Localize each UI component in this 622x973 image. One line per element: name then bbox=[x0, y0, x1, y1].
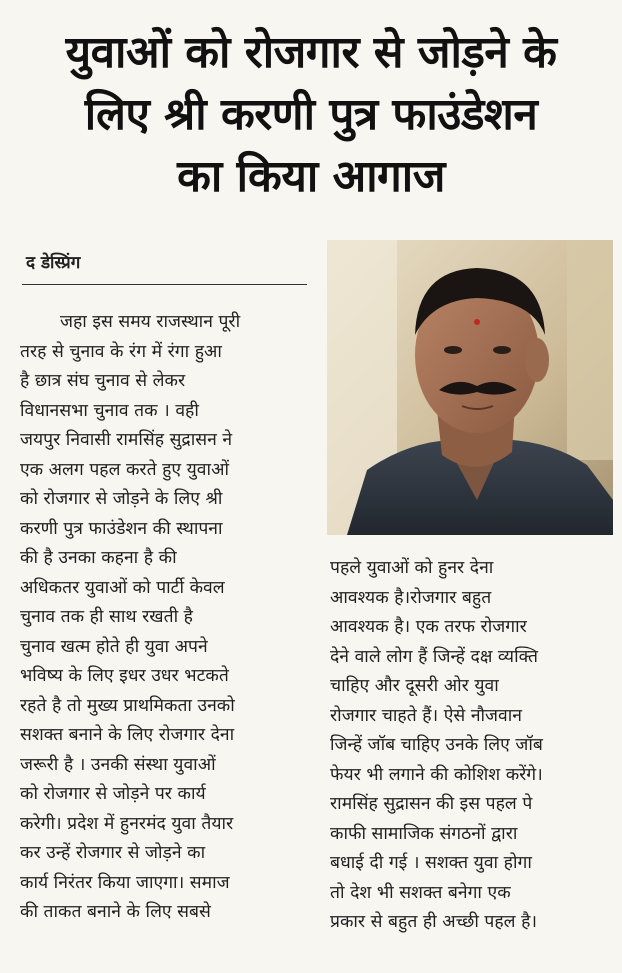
body-line: सशक्त बनाने के लिए रोजगार देना bbox=[20, 725, 235, 745]
body-line: फेयर भी लगाने की कोशिश करेंगे। bbox=[330, 764, 543, 785]
body-line: को रोजगार से जोड़ने के लिए श्री bbox=[20, 489, 223, 509]
body-line: चुनाव तक ही साथ रखती है bbox=[20, 607, 193, 627]
headline-line-1: युवाओं को रोजगार से जोड़ने के bbox=[65, 27, 557, 78]
body-line: अधिकतर युवाओं को पार्टी केवल bbox=[20, 577, 225, 598]
body-line: पहले युवाओं को हुनर देना bbox=[330, 558, 494, 578]
body-line: को रोजगार से जोड़ने पर कार्य bbox=[20, 784, 206, 804]
headline-line-2: लिए श्री करणी पुत्र फाउंडेशन bbox=[84, 89, 538, 140]
body-line: आवश्यक है। एक तरफ रोजगार bbox=[330, 617, 527, 637]
body-line: करेगी। प्रदेश में हुनरमंद युवा तैयार bbox=[20, 813, 234, 834]
byline: द डेस्प्रिंग bbox=[26, 253, 81, 273]
body-line: जयपुर निवासी रामसिंह सुद्रासन ने bbox=[20, 430, 233, 450]
body-line: की है उनका कहना है की bbox=[20, 548, 177, 568]
body-line: जरूरी है । उनकी संस्था युवाओं bbox=[20, 754, 216, 775]
body-line: कार्य निरंतर किया जाएगा। समाज bbox=[20, 872, 230, 893]
body-line: प्रकार से बहुत ही अच्छी पहल है। bbox=[330, 912, 538, 932]
body-line: रहते है तो मुख्य प्राथमिकता उनको bbox=[20, 695, 235, 716]
body-line: काफी सामाजिक संगठनों द्वारा bbox=[330, 823, 518, 844]
headline-line-3: का किया आगाज bbox=[177, 151, 445, 202]
body-line: आवश्यक है।रोजगार बहुत bbox=[330, 587, 492, 608]
body-line: रामसिंह सुद्रासन की इस पहल पे bbox=[330, 794, 533, 814]
byline-divider bbox=[22, 284, 307, 285]
body-line: विधानसभा चुनाव तक । वही bbox=[20, 400, 199, 421]
body-line: तो देश भी सशक्त बनेगा एक bbox=[330, 882, 511, 903]
body-line: भविष्य के लिए इधर उधर भटकते bbox=[20, 666, 229, 686]
body-line: जिन्हें जॉब चाहिए उनके लिए जॉब bbox=[330, 735, 543, 755]
body-line: की ताकत बनाने के लिए सबसे bbox=[20, 902, 211, 922]
body-line: तरह से चुनाव के रंग में रंगा हुआ bbox=[20, 341, 222, 362]
body-line: देने वाले लोग हैं जिन्हें दक्ष व्यक्ति bbox=[330, 646, 538, 667]
body-line: करणी पुत्र फाउंडेशन की स्थापना bbox=[20, 518, 223, 539]
article-column-right bbox=[330, 554, 615, 938]
body-line: चुनाव खत्म होते ही युवा अपने bbox=[20, 636, 208, 657]
portrait-photo bbox=[327, 240, 613, 535]
body-line: है छात्र संघ चुनाव से लेकर bbox=[20, 371, 186, 391]
body-line: रोजगार चाहते हैं। ऐसे नौजवान bbox=[330, 705, 523, 726]
body-line: जहा इस समय राजस्थान पूरी bbox=[60, 312, 241, 332]
headline bbox=[10, 22, 612, 208]
body-line: कर उन्हें रोजगार से जोड़ने का bbox=[20, 843, 206, 863]
body-line: बधाई दी गई । सशक्त युवा होगा bbox=[330, 853, 532, 873]
body-line: चाहिए और दूसरी ओर युवा bbox=[330, 676, 499, 696]
body-line: एक अलग पहल करते हुए युवाओं bbox=[20, 459, 229, 480]
article-column-left bbox=[20, 308, 310, 928]
